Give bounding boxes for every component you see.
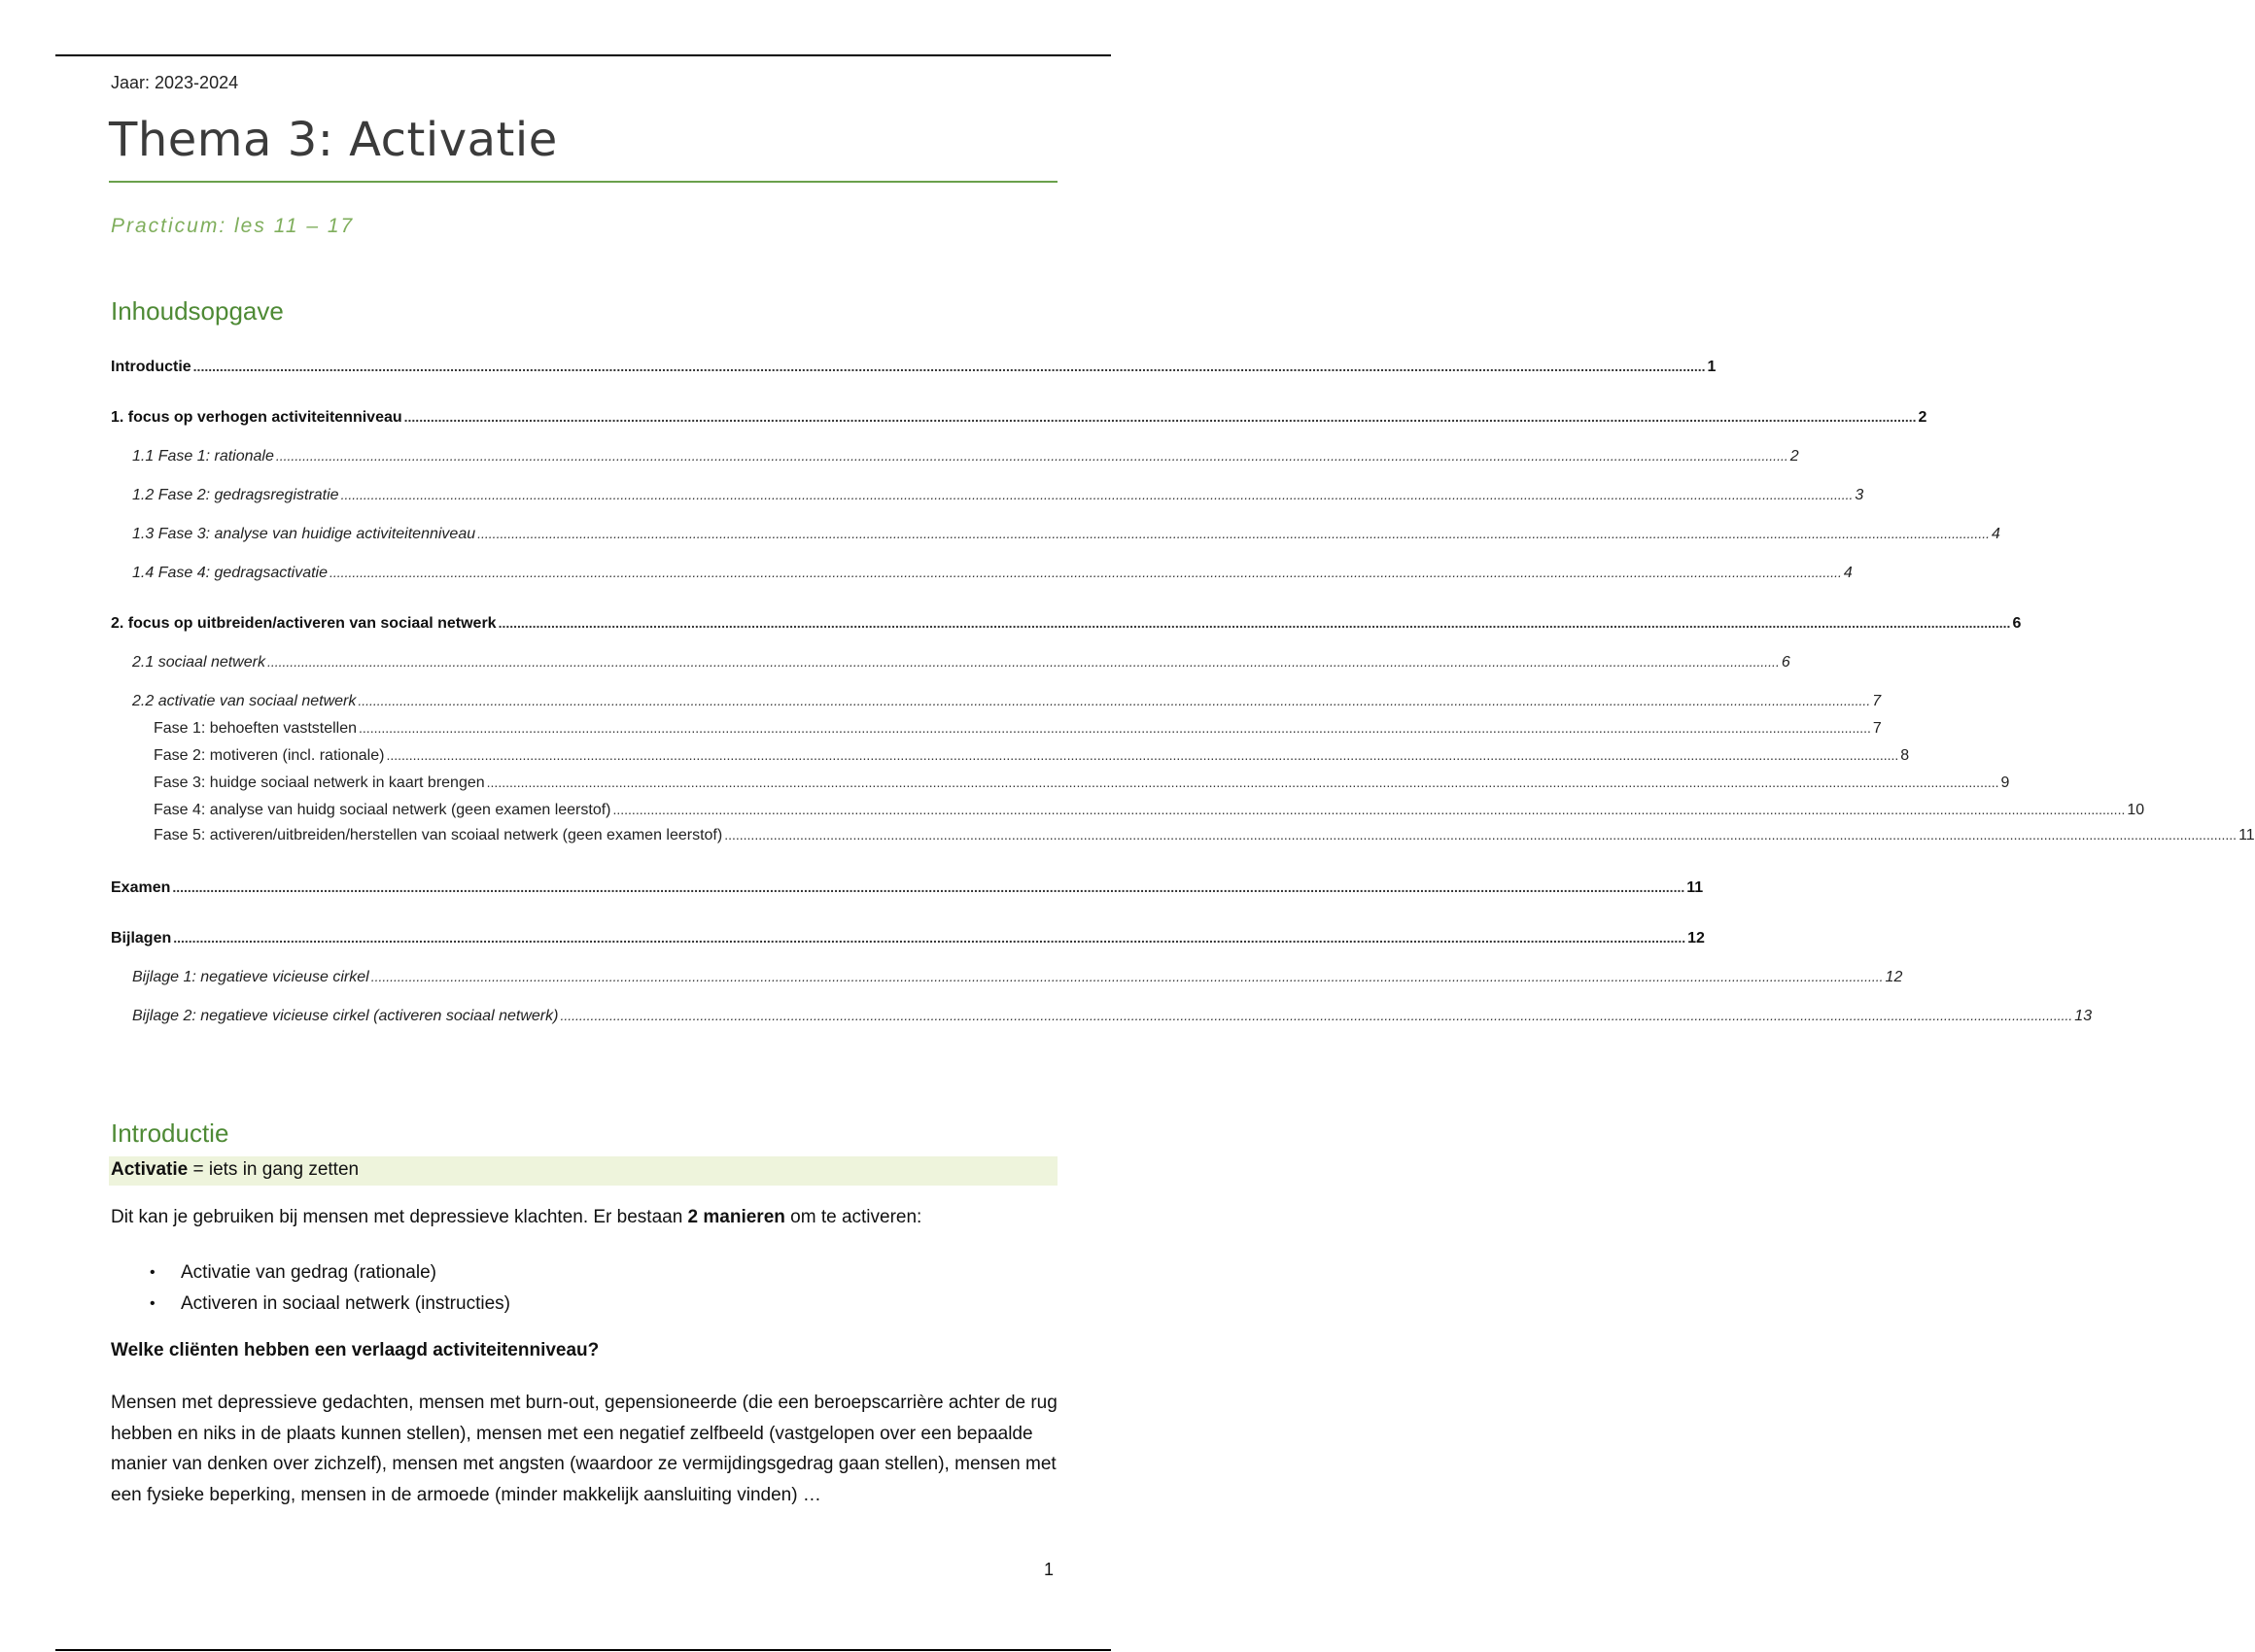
toc-entry-label: Fase 3: huidge sociaal netwerk in kaart brengen <box>154 774 485 791</box>
toc-entry-label: 1.2 Fase 2: gedragsregistratie <box>132 487 339 503</box>
toc-entry-page: 7 <box>1872 693 1882 709</box>
toc-entry-label: 2.1 sociaal netwerk <box>132 654 265 671</box>
definition-line <box>111 1159 359 1181</box>
toc-leader-dots: ................................................................................................................................................................................................................................................................................................................................................................................................................ <box>724 827 2238 843</box>
bottom-border-line <box>55 1649 1111 1651</box>
toc-entry[interactable] <box>132 651 1790 672</box>
toc-entry[interactable] <box>111 356 1717 377</box>
toc-entry-page: 9 <box>2000 774 2010 791</box>
toc-leader-dots: ................................................................................................................................................................................................................................................................................................................................................................................................................ <box>486 774 1999 790</box>
toc-leader-dots: ................................................................................................................................................................................................................................................................................................................................................................................................................ <box>358 693 1871 708</box>
intro-paragraph-bold: 2 manieren <box>687 1207 785 1227</box>
toc-entry-page: 6 <box>1781 654 1790 671</box>
intro-heading: Introductie <box>111 1119 229 1148</box>
question-heading: Welke cliënten hebben een verlaagd activiteitenniveau? <box>111 1340 600 1360</box>
document-title: Thema 3: Activatie <box>109 113 558 167</box>
toc-entry[interactable] <box>154 717 1882 739</box>
toc-entry-page: 4 <box>1843 565 1853 581</box>
intro-paragraph <box>111 1207 921 1228</box>
toc-entry-page: 11 <box>2238 827 2255 843</box>
bullet-icon: • <box>150 1264 156 1281</box>
toc-entry[interactable] <box>111 877 1704 898</box>
toc-entry-page: 1 <box>1707 359 1717 375</box>
toc-entry-label: 1. focus op verhogen activiteitenniveau <box>111 409 402 426</box>
toc-entry-label: 1.4 Fase 4: gedragsactivatie <box>132 565 329 581</box>
toc-entry[interactable] <box>154 799 2145 820</box>
toc-entry-label: 2.2 activatie van sociaal netwerk <box>132 693 357 709</box>
toc-leader-dots: ................................................................................................................................................................................................................................................................................................................................................................................................................ <box>173 930 1686 946</box>
definition-term: Activatie <box>111 1159 189 1180</box>
toc-leader-dots: ................................................................................................................................................................................................................................................................................................................................................................................................................ <box>386 747 1899 763</box>
toc-leader-dots: ................................................................................................................................................................................................................................................................................................................................................................................................................ <box>172 879 1685 895</box>
toc-leader-dots: ................................................................................................................................................................................................................................................................................................................................................................................................................ <box>560 1008 2073 1023</box>
toc-entry-label: Examen <box>111 879 171 896</box>
toc-entry-page: 2 <box>1789 448 1799 465</box>
title-underline <box>109 181 1058 183</box>
toc-entry[interactable] <box>154 824 2255 845</box>
toc-leader-dots: ................................................................................................................................................................................................................................................................................................................................................................................................................ <box>612 802 2126 817</box>
toc-entry[interactable] <box>132 966 1903 987</box>
toc-entry-page: 3 <box>1855 487 1864 503</box>
toc-entry-label: Introductie <box>111 359 191 375</box>
toc-entry[interactable] <box>132 484 1864 505</box>
top-border-line <box>55 54 1111 56</box>
toc-entry-label: Bijlage 1: negatieve vicieuse cirkel <box>132 969 369 985</box>
toc-entry-label: 1.1 Fase 1: rationale <box>132 448 274 465</box>
toc-leader-dots: ................................................................................................................................................................................................................................................................................................................................................................................................................ <box>403 409 1917 425</box>
intro-paragraph-end: om te activeren: <box>784 1207 922 1227</box>
list-item <box>146 1257 510 1289</box>
toc-leader-dots: ................................................................................................................................................................................................................................................................................................................................................................................................................ <box>340 487 1854 502</box>
toc-entry-page: 4 <box>1991 526 2000 542</box>
toc-entry-page: 10 <box>2127 802 2145 818</box>
toc-heading: Inhoudsopgave <box>111 296 284 326</box>
toc-leader-dots: ................................................................................................................................................................................................................................................................................................................................................................................................................ <box>192 359 1706 374</box>
list-item <box>146 1289 510 1320</box>
toc-entry-page: 7 <box>1872 720 1882 737</box>
toc-entry-label: Bijlage 2: negatieve vicieuse cirkel (activeren sociaal netwerk) <box>132 1008 559 1024</box>
toc-entry-page: 8 <box>1900 747 1910 764</box>
toc-entry[interactable] <box>111 406 1927 428</box>
toc-leader-dots: ................................................................................................................................................................................................................................................................................................................................................................................................................ <box>275 448 1788 464</box>
toc-leader-dots: ................................................................................................................................................................................................................................................................................................................................................................................................................ <box>266 654 1780 670</box>
toc-entry-page: 12 <box>1687 930 1705 946</box>
toc-entry[interactable] <box>154 744 1910 766</box>
definition-text: = iets in gang zetten <box>188 1159 360 1180</box>
answer-paragraph: Mensen met depressieve gedachten, mensen met burn-out, gepensioneerde (die een beroepscarrière achter de rug hebben en niks in de plaats kunnen stellen), mensen met een negatief zelfbeeld (vastgelopen over een bepaalde manier van denken over zichzelf), mensen met angsten (waardoor ze vermijdingsgedrag gaan stellen), mensen met een fysieke beperking, mensen in de armoede (minder makkelijk aansluiting vinden) … <box>111 1393 1058 1505</box>
toc-entry-page: 12 <box>1885 969 1903 985</box>
toc-entry[interactable] <box>154 772 2010 793</box>
toc-entry-label: Bijlagen <box>111 930 172 946</box>
toc-entry[interactable] <box>132 445 1799 466</box>
bullet-icon: • <box>150 1295 156 1312</box>
toc-entry[interactable] <box>111 927 1705 948</box>
toc-entry-label: 1.3 Fase 3: analyse van huidige activiteitenniveau <box>132 526 476 542</box>
toc-entry-page: 13 <box>2074 1008 2093 1024</box>
toc-entry[interactable] <box>132 1005 2093 1026</box>
toc-entry[interactable] <box>132 562 1853 583</box>
list-item-text: Activatie van gedrag (rationale) <box>181 1262 436 1283</box>
toc-entry-label: Fase 2: motiveren (incl. rationale) <box>154 747 385 764</box>
toc-entry[interactable] <box>132 523 2000 544</box>
page-number: 1 <box>1044 1560 1055 1579</box>
toc-entry-label: Fase 5: activeren/uitbreiden/herstellen van scoiaal netwerk (geen examen leerstof) <box>154 827 723 843</box>
toc-entry-page: 2 <box>1918 409 1927 426</box>
toc-entry[interactable] <box>111 612 2022 634</box>
toc-entry-label: 2. focus op uitbreiden/activeren van sociaal netwerk <box>111 615 497 632</box>
toc-leader-dots: ................................................................................................................................................................................................................................................................................................................................................................................................................ <box>477 526 1990 541</box>
toc-leader-dots: ................................................................................................................................................................................................................................................................................................................................................................................................................ <box>498 615 2011 631</box>
toc-leader-dots: ................................................................................................................................................................................................................................................................................................................................................................................................................ <box>330 565 1842 580</box>
bullet-list <box>146 1257 510 1320</box>
toc-leader-dots: ................................................................................................................................................................................................................................................................................................................................................................................................................ <box>359 720 1871 736</box>
document-subtitle: Practicum: les 11 – 17 <box>111 215 355 237</box>
list-item-text: Activeren in sociaal netwerk (instructies) <box>181 1293 510 1314</box>
toc-entry-label: Fase 4: analyse van huidg sociaal netwerk (geen examen leerstof) <box>154 802 611 818</box>
toc-entry-page: 11 <box>1686 879 1704 896</box>
toc-entry-label: Fase 1: behoeften vaststellen <box>154 720 358 737</box>
toc-entry-page: 6 <box>2012 615 2022 632</box>
toc-leader-dots: ................................................................................................................................................................................................................................................................................................................................................................................................................ <box>370 969 1884 984</box>
year-label: Jaar: 2023-2024 <box>111 73 239 92</box>
intro-paragraph-start: Dit kan je gebruiken bij mensen met depressieve klachten. Er bestaan <box>111 1207 688 1227</box>
toc-entry[interactable] <box>132 690 1882 711</box>
